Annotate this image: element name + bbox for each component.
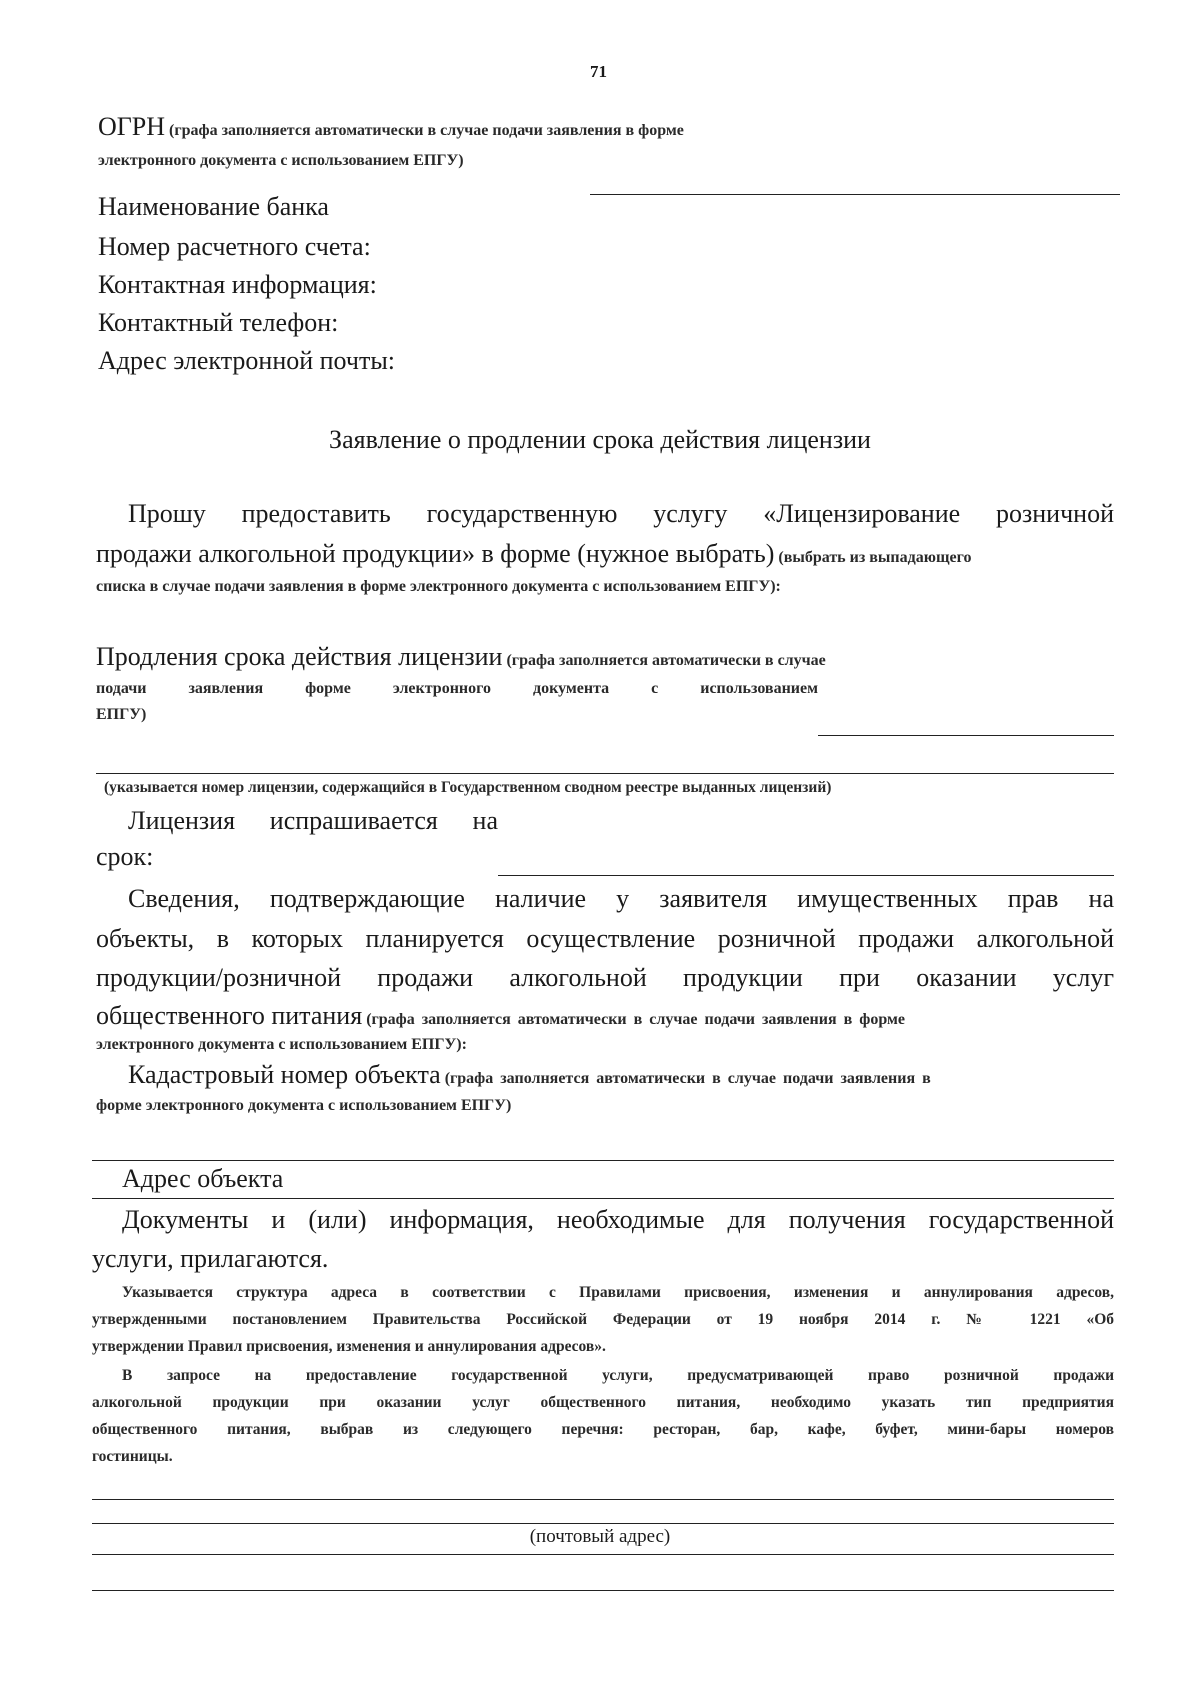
documents-line-2: услуги, прилагаются.: [92, 1244, 329, 1273]
property-line-5: электронного документа с использованием ЕПГУ):: [96, 1036, 467, 1053]
note-2-line-1: В запросе на предоставление государственной услуги, предусматривающей право розничной продажи: [122, 1367, 1114, 1384]
email-label: Адрес электронной почты:: [98, 346, 396, 375]
cadastral-note-2: форме электронного документа с использованием ЕПГУ): [96, 1097, 512, 1114]
postal-line-1: [92, 1499, 1114, 1500]
request-line-2-note: (выбрать из выпадающего: [778, 549, 972, 566]
ogrn-note-2: электронного документа с использованием ЕПГУ): [98, 152, 464, 169]
property-line-4-note: (графа заполняется автоматически в случае подачи заявления в форме: [366, 1011, 905, 1028]
note-1-line-2: утвержденными постановлением Правительства Российской Федерации от 19 ноября 2014 г. № 1221 «Об: [92, 1311, 1114, 1328]
contact-info-label: Контактная информация:: [98, 270, 377, 299]
extension-note-3: ЕПГУ): [96, 706, 147, 723]
object-address-label: Адрес объекта: [122, 1164, 284, 1193]
documents-line-1: Документы и (или) информация, необходимые для получения государственной: [122, 1205, 1114, 1234]
license-term-underline: [498, 875, 1114, 876]
ogrn-label: ОГРН: [98, 112, 166, 141]
license-number-line: [96, 773, 1114, 774]
bank-name-label: Наименование банка: [98, 192, 329, 221]
ogrn-underline: [590, 194, 1120, 195]
account-number-label: Номер расчетного счета:: [98, 232, 371, 261]
note-2-line-3: общественного питания, выбрав из следующего перечня: ресторан, бар, кафе, буфет, мини-бары номеров: [92, 1421, 1114, 1438]
note-1-line-1: Указывается структура адреса в соответствии с Правилами присвоения, изменения и аннулирования адресов,: [122, 1284, 1114, 1301]
cadastral-note: (графа заполняется автоматически в случае подачи заявления в: [444, 1070, 931, 1087]
license-number-caption: (указывается номер лицензии, содержащийся в Государственном сводном реестре выданных лицензий): [104, 779, 832, 796]
note-2-line-4: гостиницы.: [92, 1448, 173, 1465]
property-line-1: Сведения, подтверждающие наличие у заявителя имущественных прав на: [128, 884, 1114, 913]
extension-note-1: (графа заполняется автоматически в случае: [506, 652, 826, 669]
extension-note-2: подачи заявления форме электронного документа с использованием: [96, 680, 818, 697]
note-1-line-3: утверждении Правил присвоения, изменения и аннулирования адресов».: [92, 1338, 606, 1355]
ogrn-note: (графа заполняется автоматически в случае подачи заявления в форме: [169, 122, 684, 139]
contact-phone-label: Контактный телефон:: [98, 308, 339, 337]
postal-address-caption: (почтовый адрес): [529, 1526, 671, 1547]
cadastral-underline: [92, 1160, 1114, 1161]
property-line-4: [96, 999, 905, 1033]
request-line-2-main: продажи алкогольной продукции» в форме (нужное выбрать): [96, 539, 775, 568]
request-line-2: [96, 537, 971, 571]
property-line-3: продукции/розничной продажи алкогольной продукции при оказании услуг: [96, 963, 1114, 992]
property-line-4-main: общественного питания: [96, 1001, 363, 1030]
request-line-1: Прошу предоставить государственную услугу «Лицензирование розничной: [128, 499, 1114, 528]
postal-line-4: [92, 1590, 1114, 1591]
note-2-line-2: алкогольной продукции при оказании услуг общественного питания, необходимо указать тип предприятия: [92, 1394, 1114, 1411]
request-line-3: списка в случае подачи заявления в форме электронного документа с использованием ЕПГУ):: [96, 578, 781, 595]
property-line-2: объекты, в которых планируется осуществление розничной продажи алкогольной: [96, 924, 1114, 953]
extension-label: Продления срока действия лицензии: [96, 642, 503, 671]
page-number: 71: [590, 62, 607, 81]
ogrn-row: [98, 110, 684, 144]
postal-line-2: [92, 1523, 1114, 1524]
document-title: Заявление о продлении срока действия лицензии: [329, 425, 871, 454]
object-address-underline: [92, 1198, 1114, 1199]
extension-row: [96, 640, 826, 674]
extension-underline: [818, 735, 1114, 736]
license-term-line-1: Лицензия испрашивается на: [128, 806, 498, 835]
cadastral-row: [128, 1058, 931, 1092]
postal-line-3: [92, 1554, 1114, 1555]
cadastral-label: Кадастровый номер объекта: [128, 1060, 441, 1089]
license-term-line-2: срок:: [96, 842, 154, 871]
